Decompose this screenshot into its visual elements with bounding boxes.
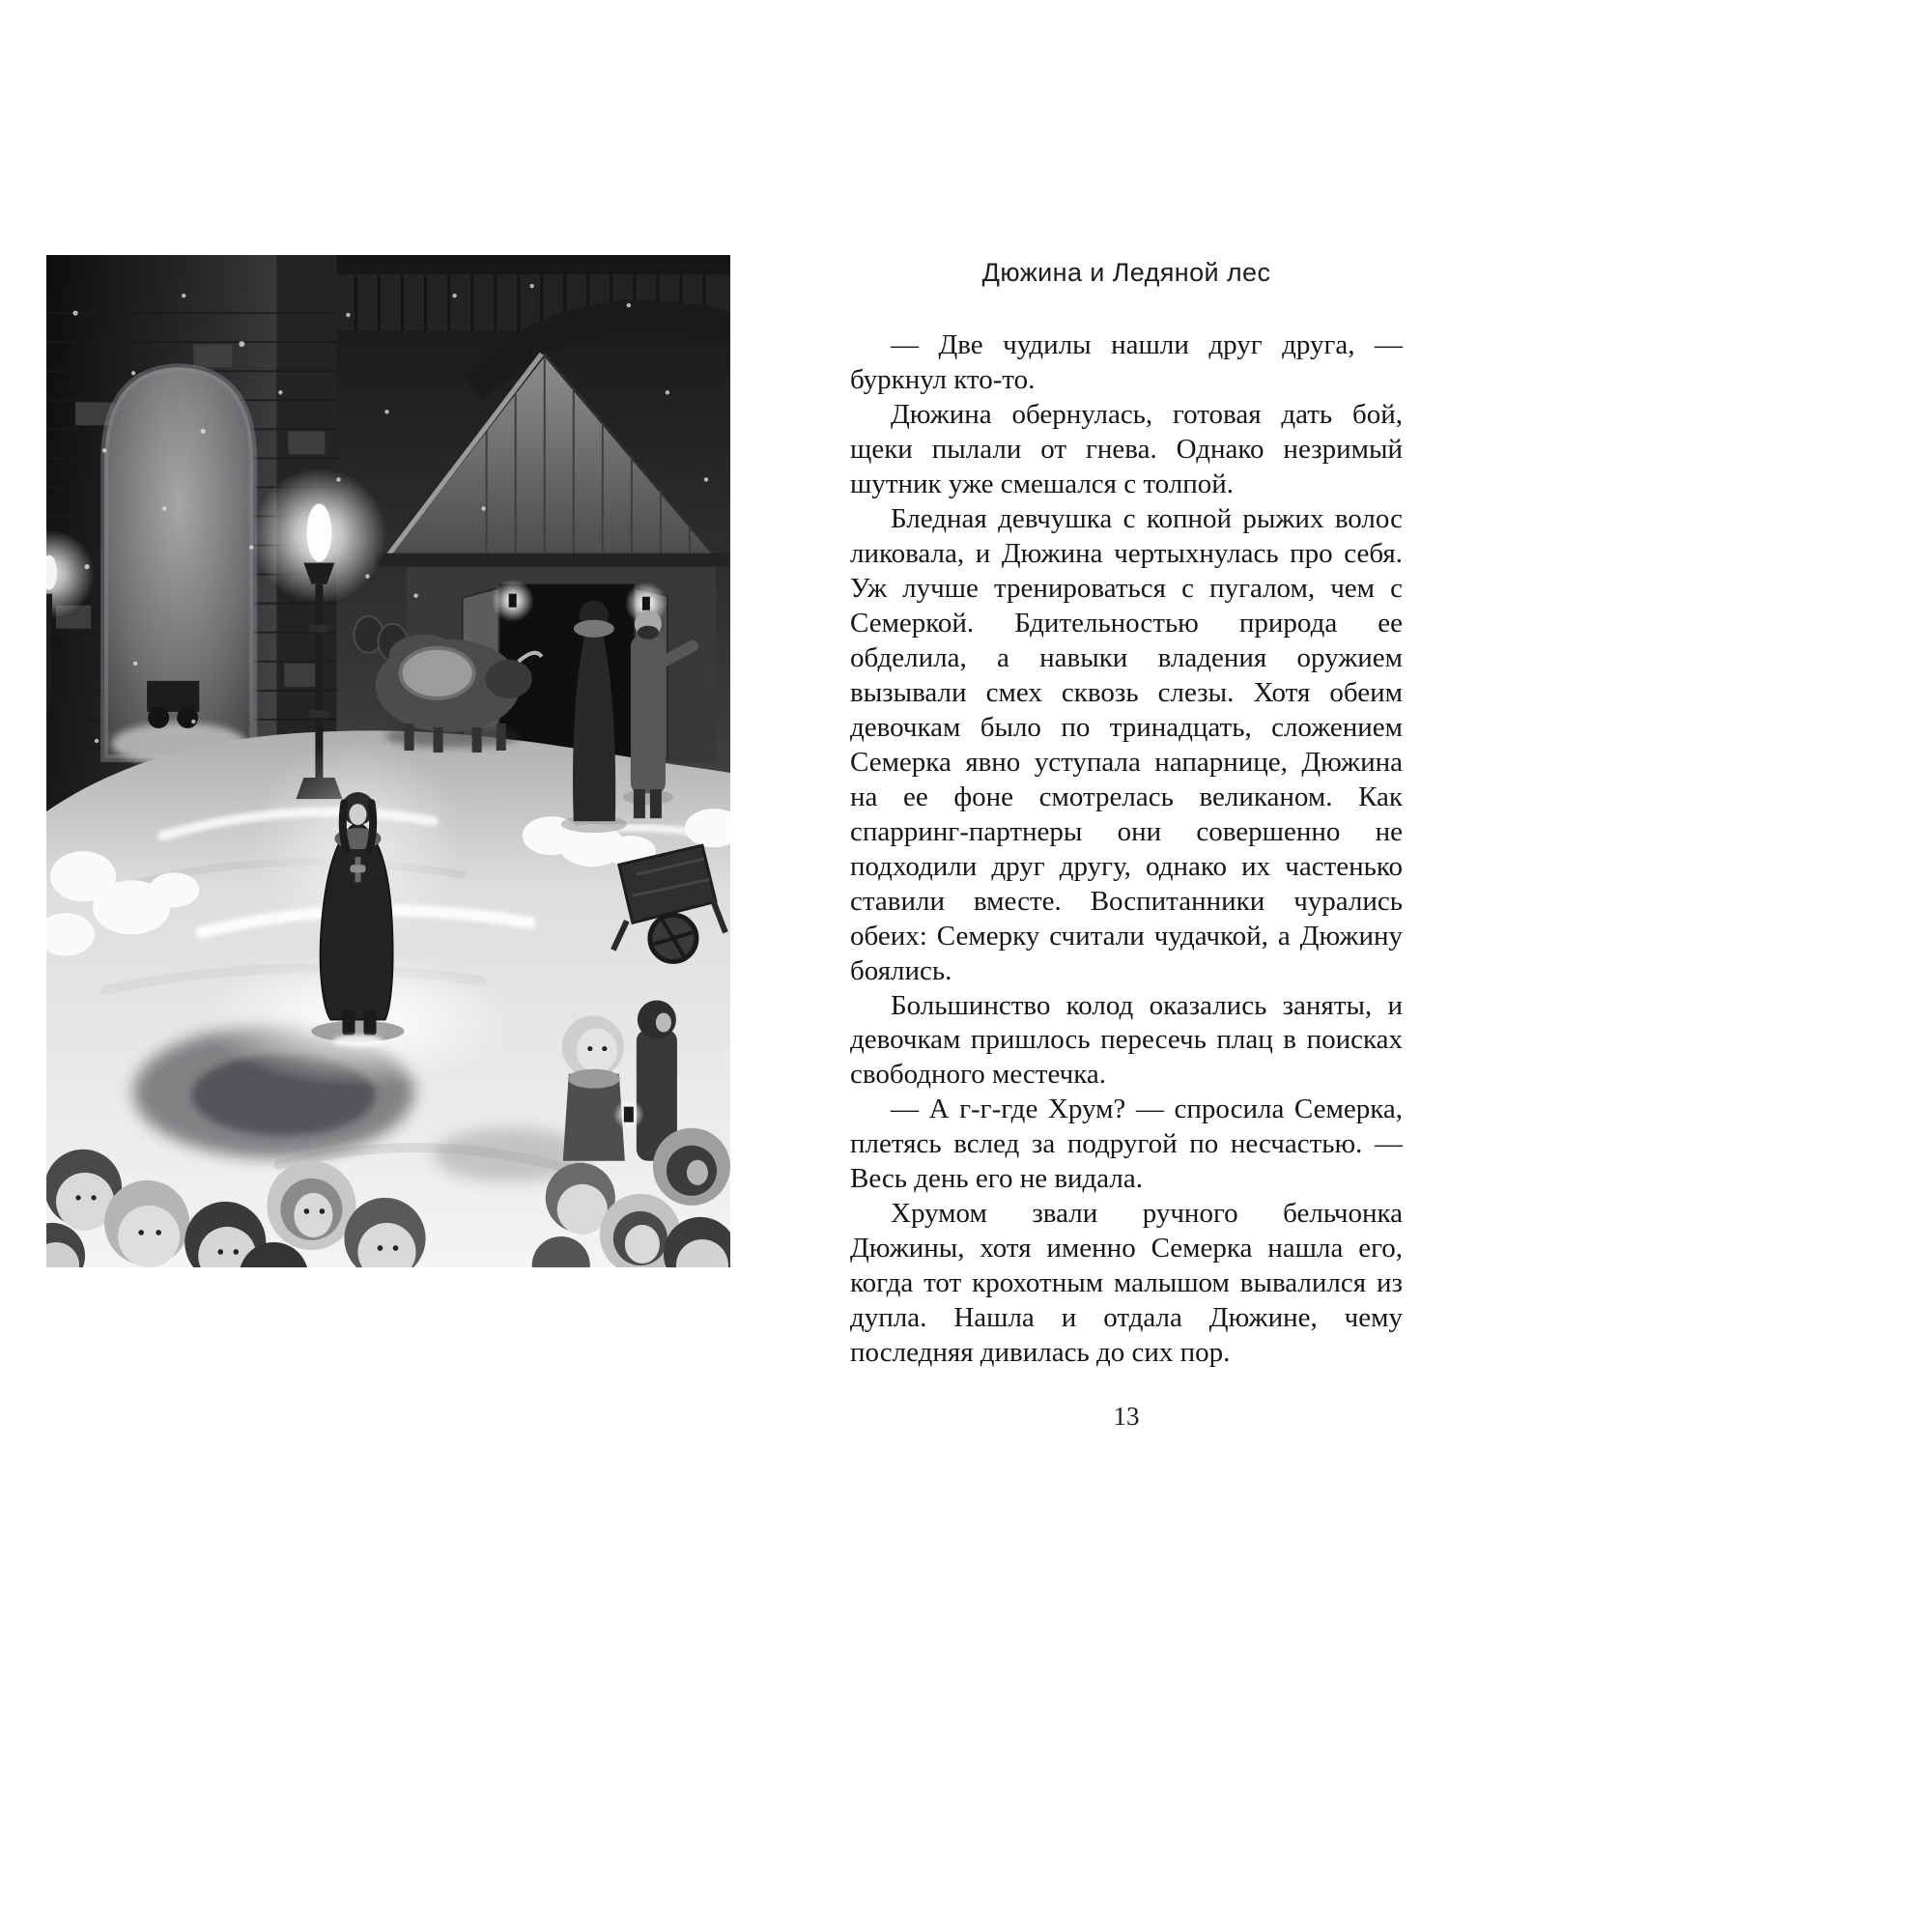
paragraph: Хрумом звали ручного бельчонка Дюжины, хотя именно Семерка нашла его, когда тот крохотным малышом вывалился из дупла. Нашла и отдала Дюжине, чему последняя дивилась до сих пор. [850,1198,1403,1369]
paragraph: Бледная девчушка с копной рыжих волос ликовала, и Дюжина чертыхнулась про себя. Уж лучше тренироваться с пугалом, чем с Семеркой. Бдительностью природа ее обделила, а навыки владения оружием вызывали смех сквозь слезы. Хотя обеим девочкам было по тринадцать, сложением Семерка явно уступала напарнице, Дюжина на ее фоне смотрелась великаном. Как спарринг-партнеры они совершенно не подходили друг другу, однако их частенько ставили вместе. Воспитанники чурались обеих: Семерку считали чудачкой, а Дюжину боялись. [850,503,1403,986]
illustration-svg [46,255,730,1267]
running-title: Дюжина и Ледяной лес [981,258,1271,287]
paragraph: Большинство колод оказались заняты, и девочкам пришлось пересечь плац в поисках свободного местечка. [850,989,1403,1091]
book-illustration [46,255,730,1267]
paragraph: — А г-г-где Хрум? — спросила Семерка, плетясь вслед за подругой по несчастью. — Весь день его не видала. [850,1094,1403,1195]
text-page [850,257,1403,1432]
paragraph: Дюжина обернулась, готовая дать бой, щеки пылали от гнева. Однако незримый шутник уже смешался с толпой. [850,399,1403,500]
page-number: 13 [1113,1401,1140,1431]
paragraph: — Две чудилы нашли друг друга, — буркнул кто-то. [850,329,1403,396]
body-text [850,328,1403,1371]
